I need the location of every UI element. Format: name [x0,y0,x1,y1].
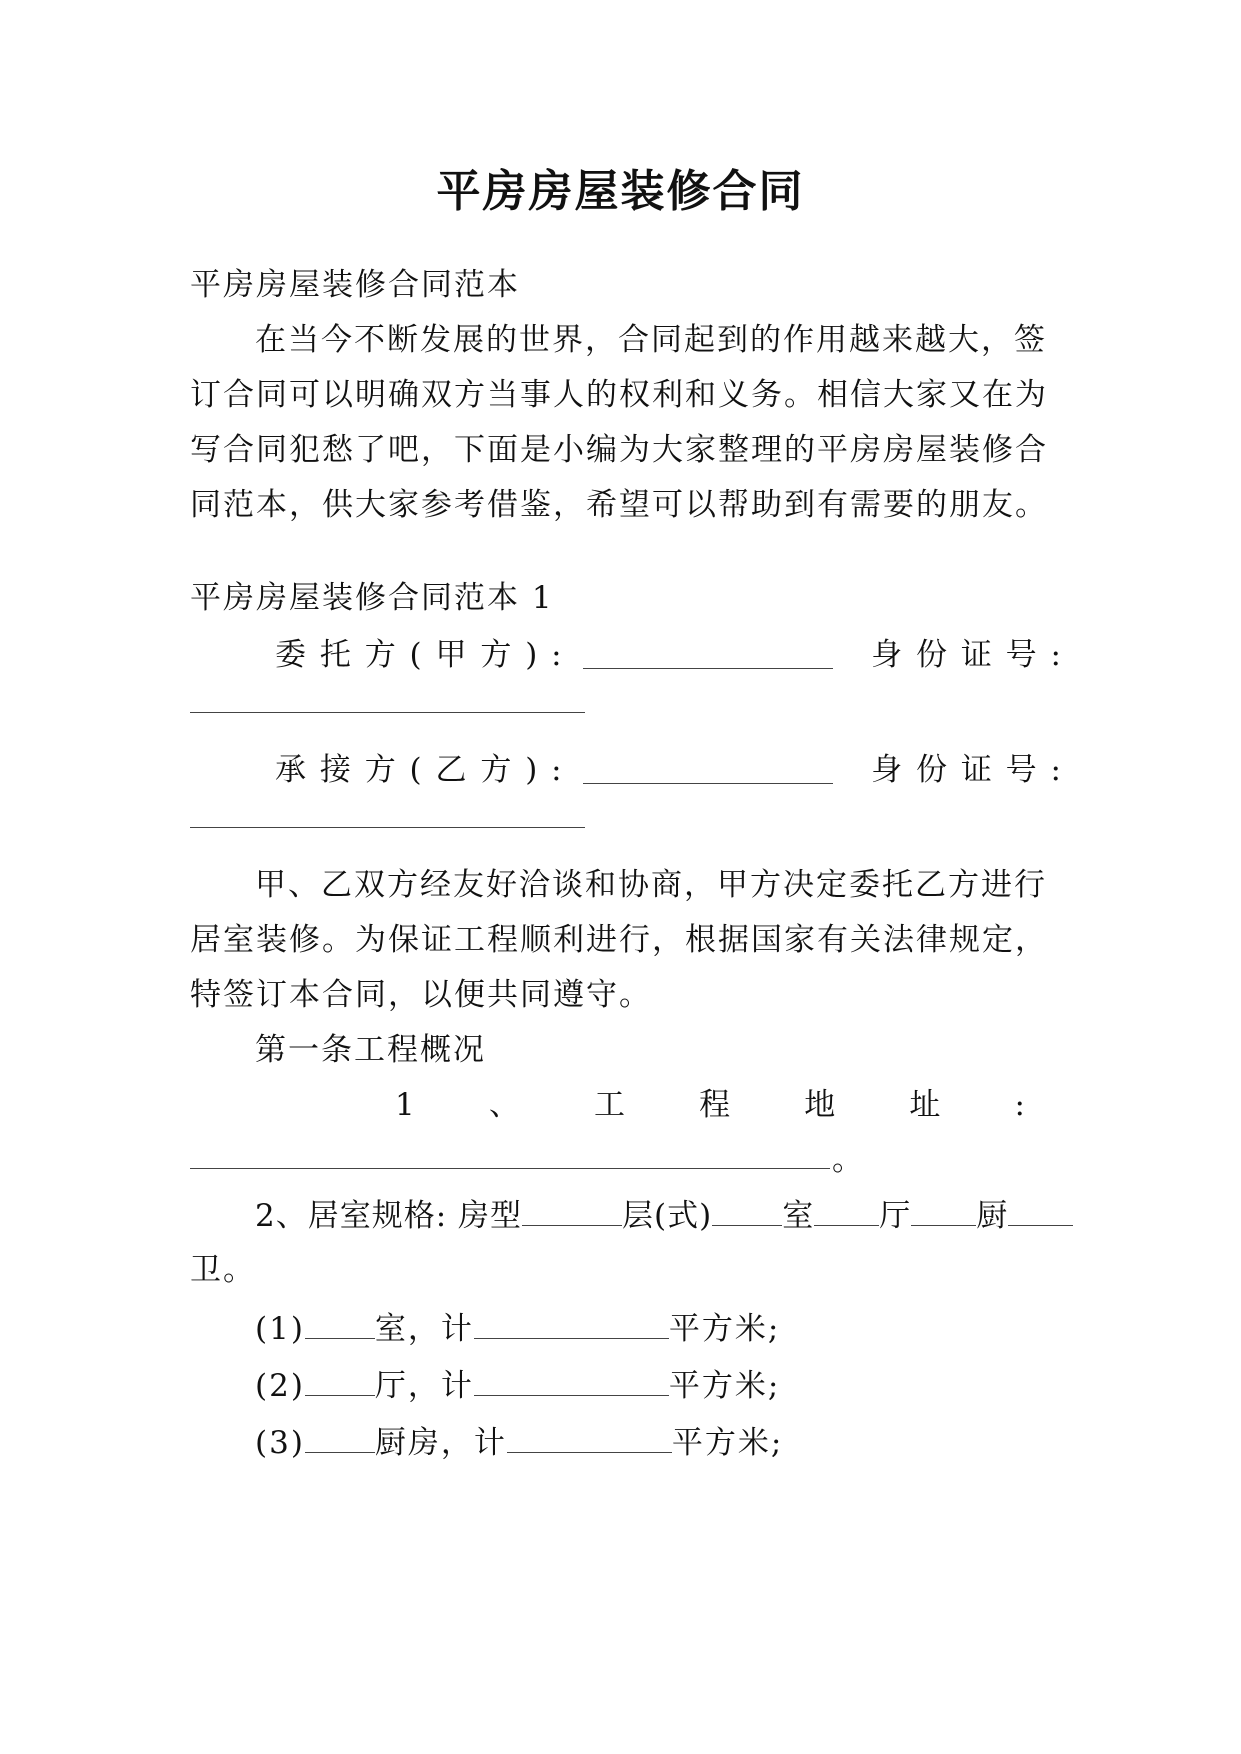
address-part: 1 [395,1087,415,1123]
party-a-label: 委 托 方 ( 甲 方 ) : [275,637,564,673]
room-line-1 [255,1308,1115,1349]
room-line-3 [255,1422,1115,1463]
spec-line [255,1195,1115,1236]
room-line-2 [255,1365,1115,1406]
room-num: (2) [255,1368,305,1404]
agreement-line-1: 甲、乙双方经友好洽谈和协商，甲方决定委托乙方进行 [255,867,1047,903]
wei-blank[interactable] [1008,1195,1073,1226]
subtitle: 平房房屋装修合同范本 [190,267,520,303]
spec-wei: 卫。 [190,1252,256,1288]
party-a-id-label: 身 份 证 号 : [871,637,1063,673]
address-part: 址 [909,1087,941,1123]
room-num: (3) [255,1425,305,1461]
agreement-line-2: 居室装修。为保证工程顺利进行，根据国家有关法律规定， [190,922,1048,958]
address-part: 、 [488,1087,520,1123]
party-b-label: 承 接 方 ( 乙 方 ) : [275,752,564,788]
room-area-blank[interactable] [474,1365,669,1396]
address-part: 地 [804,1087,836,1123]
room-unit: 平方米; [668,1368,781,1404]
shi-blank[interactable] [712,1195,782,1226]
party-b-id-blank[interactable] [190,827,585,828]
room-name: 厨房，计 [374,1425,507,1461]
intro-line-2: 订合同可以明确双方当事人的权利和义务。相信大家又在为 [190,377,1048,413]
room-unit: 平方米; [671,1425,784,1461]
room-name: 厅，计 [374,1368,474,1404]
section-heading-1: 平房房屋装修合同范本 1 [190,580,554,616]
room-area-blank[interactable] [474,1308,669,1339]
document-title: 平房房屋装修合同 [436,166,805,217]
address-blank[interactable] [190,1168,830,1169]
party-b-id-label: 身 份 证 号 : [871,752,1063,788]
room-count-blank[interactable] [305,1422,375,1453]
spec-chu: 厨 [976,1198,1009,1234]
ceng-blank[interactable] [522,1195,622,1226]
party-b-name-blank[interactable] [583,783,833,784]
spec-shi: 室 [782,1198,815,1234]
address-part: 程 [699,1087,731,1123]
address-part: 工 [593,1087,625,1123]
spec-ceng: 层(式) [622,1198,713,1234]
room-area-blank[interactable] [507,1422,672,1453]
spec-prefix: 2、居室规格: 房型 [255,1198,523,1234]
ting-blank[interactable] [814,1195,879,1226]
agreement-line-3: 特签订本合同，以便共同遵守。 [190,977,652,1013]
room-count-blank[interactable] [305,1308,375,1339]
chu-blank[interactable] [911,1195,976,1226]
spec-ting: 厅 [879,1198,912,1234]
intro-line-1: 在当今不断发展的世界，合同起到的作用越来越大，签 [255,322,1047,358]
room-name: 室，计 [374,1311,474,1347]
intro-line-4: 同范本，供大家参考借鉴，希望可以帮助到有需要的朋友。 [190,487,1048,523]
room-num: (1) [255,1311,305,1347]
party-a-id-blank[interactable] [190,712,585,713]
party-a-name-blank[interactable] [583,668,833,669]
intro-line-3: 写合同犯愁了吧，下面是小编为大家整理的平房房屋装修合 [190,432,1048,468]
room-unit: 平方米; [668,1311,781,1347]
room-count-blank[interactable] [305,1365,375,1396]
address-end: 。 [832,1142,865,1178]
address-label [395,1085,1025,1125]
address-part: : [1014,1087,1025,1123]
article-1-heading: 第一条工程概况 [255,1032,486,1068]
